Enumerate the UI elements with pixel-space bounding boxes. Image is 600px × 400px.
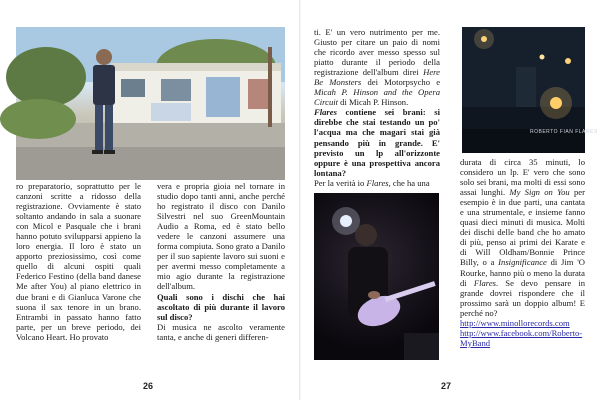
col1-c: di Micah P. Hinson.: [338, 97, 409, 108]
right-col-1: [314, 27, 440, 190]
col2-a: durata di circa 35 minuti, lo considero un lp. E' vero che sono solo sei brani, ma molti di essi sono assai lunghi.: [460, 157, 585, 198]
link-facebook[interactable]: http://www.facebook.com/Roberto-MyBand: [460, 327, 583, 348]
photo-man-illustration: [16, 27, 285, 180]
answer-flares: [314, 178, 440, 188]
photo-guitar-illustration: [314, 193, 439, 360]
cover-title: ROBERTO FIAN FLARES: [530, 129, 598, 135]
left-col-1-text: ro preparatorio, soprattutto per le canzoni scritte a ridosso della registrazione. Ovviamente è stato soltanto andando in sala a suonare con Micol e Pasquale che i brani hanno potuto svilupparsi appieno la loro energia. Il loro è stato un apporto preziosissimo, così come quello di alcuni ospiti quali Federico Festino (della band danese Me after You) al piano elettrico in due brani e di Gianluca Varone che suona il sax tenore in un brano. Entrambi in passato hanno fatto parte, per un breve periodo, dei Volcano Heart. Ho provato: [16, 181, 141, 342]
right-col-2: [460, 157, 585, 385]
left-col-2: [157, 181, 285, 385]
track-my-sign-on-you: My Sign on You: [509, 187, 570, 198]
page-number-right: 27: [441, 381, 452, 391]
link-minollo-records[interactable]: http://www.minollorecords.com: [460, 317, 570, 328]
answer-flares-title: Flares: [366, 177, 389, 188]
question-flares: [314, 107, 440, 177]
left-col-1: [16, 181, 141, 385]
photo-guitar-player: [314, 193, 439, 360]
page-gutter: [299, 0, 301, 400]
question-flares-text: contiene sei brani: si direbbe che stai testando un po' l'acqua ma che magari stai già pensando più in grande. E' previsto un lp all'orizzonte oppure è una prospettiva ancora lontana?: [314, 107, 440, 178]
col2-c: di Jim 'O Rourke, hanno più o meno la durata di: [460, 257, 585, 288]
question-dischi: Quali sono i dischi che hai ascoltato di più durante il lavoro sul disco?: [157, 291, 285, 322]
album-insignificance: Insignificance: [498, 257, 547, 268]
photo-man-outdoor: [16, 27, 285, 180]
answer-b: , che ha una: [388, 177, 430, 188]
photo-flares-cover: [462, 27, 598, 153]
right-col-1-text: [314, 27, 440, 107]
flares-title: Flares: [314, 107, 337, 118]
col1-b: dei Motorpsycho e: [361, 77, 441, 88]
left-col-2-text: vera e propria gioia nel tornare in studio dopo tanti anni, anche perché ho registrato il disco con Danilo Silvestri nel suo GreenMountain Audio a Roma, ed è stato bello vedere le canzoni assumere una forma compiuta. Sono grato a Danilo per il suo sapiente lavoro sui suoni e per avermi messo completamente a mio agio durante la registrazione dell'album.: [157, 181, 285, 292]
answer-a: Per la verità io: [314, 177, 367, 188]
album-flares: Flares: [473, 277, 496, 288]
album-here-be-monsters: Here Be Monsters: [314, 67, 440, 88]
col2-d: . Se devo pensare in grande dovrei rispondere che il prossimo sarà un doppio album! E perché no?: [460, 277, 586, 318]
album-micah-hinson: Micah P. Hinson and the Opera Circuit: [314, 87, 440, 108]
col1-a: ti. E' un vero nutrimento per me. Giusto per citare un paio di nomi che ricordo aver messo spesso sul piatto durante il periodo della registrazione dell'album direi: [314, 27, 440, 78]
answer-dischi: Di musica ne ascolto veramente tanta, e anche di generi differen-: [157, 321, 285, 342]
page-number-left: 26: [143, 381, 154, 391]
col2-b: per esempio è in due parti, una cantata e una strumentale, e insieme fanno quasi dieci minuti di musica. Molti dei dischi delle band che ho amato di più, penso ai primi dei Karate e di Will Oldham/Bonnie Prince Billy, o a: [460, 187, 585, 268]
right-col-2-text: [460, 157, 585, 318]
